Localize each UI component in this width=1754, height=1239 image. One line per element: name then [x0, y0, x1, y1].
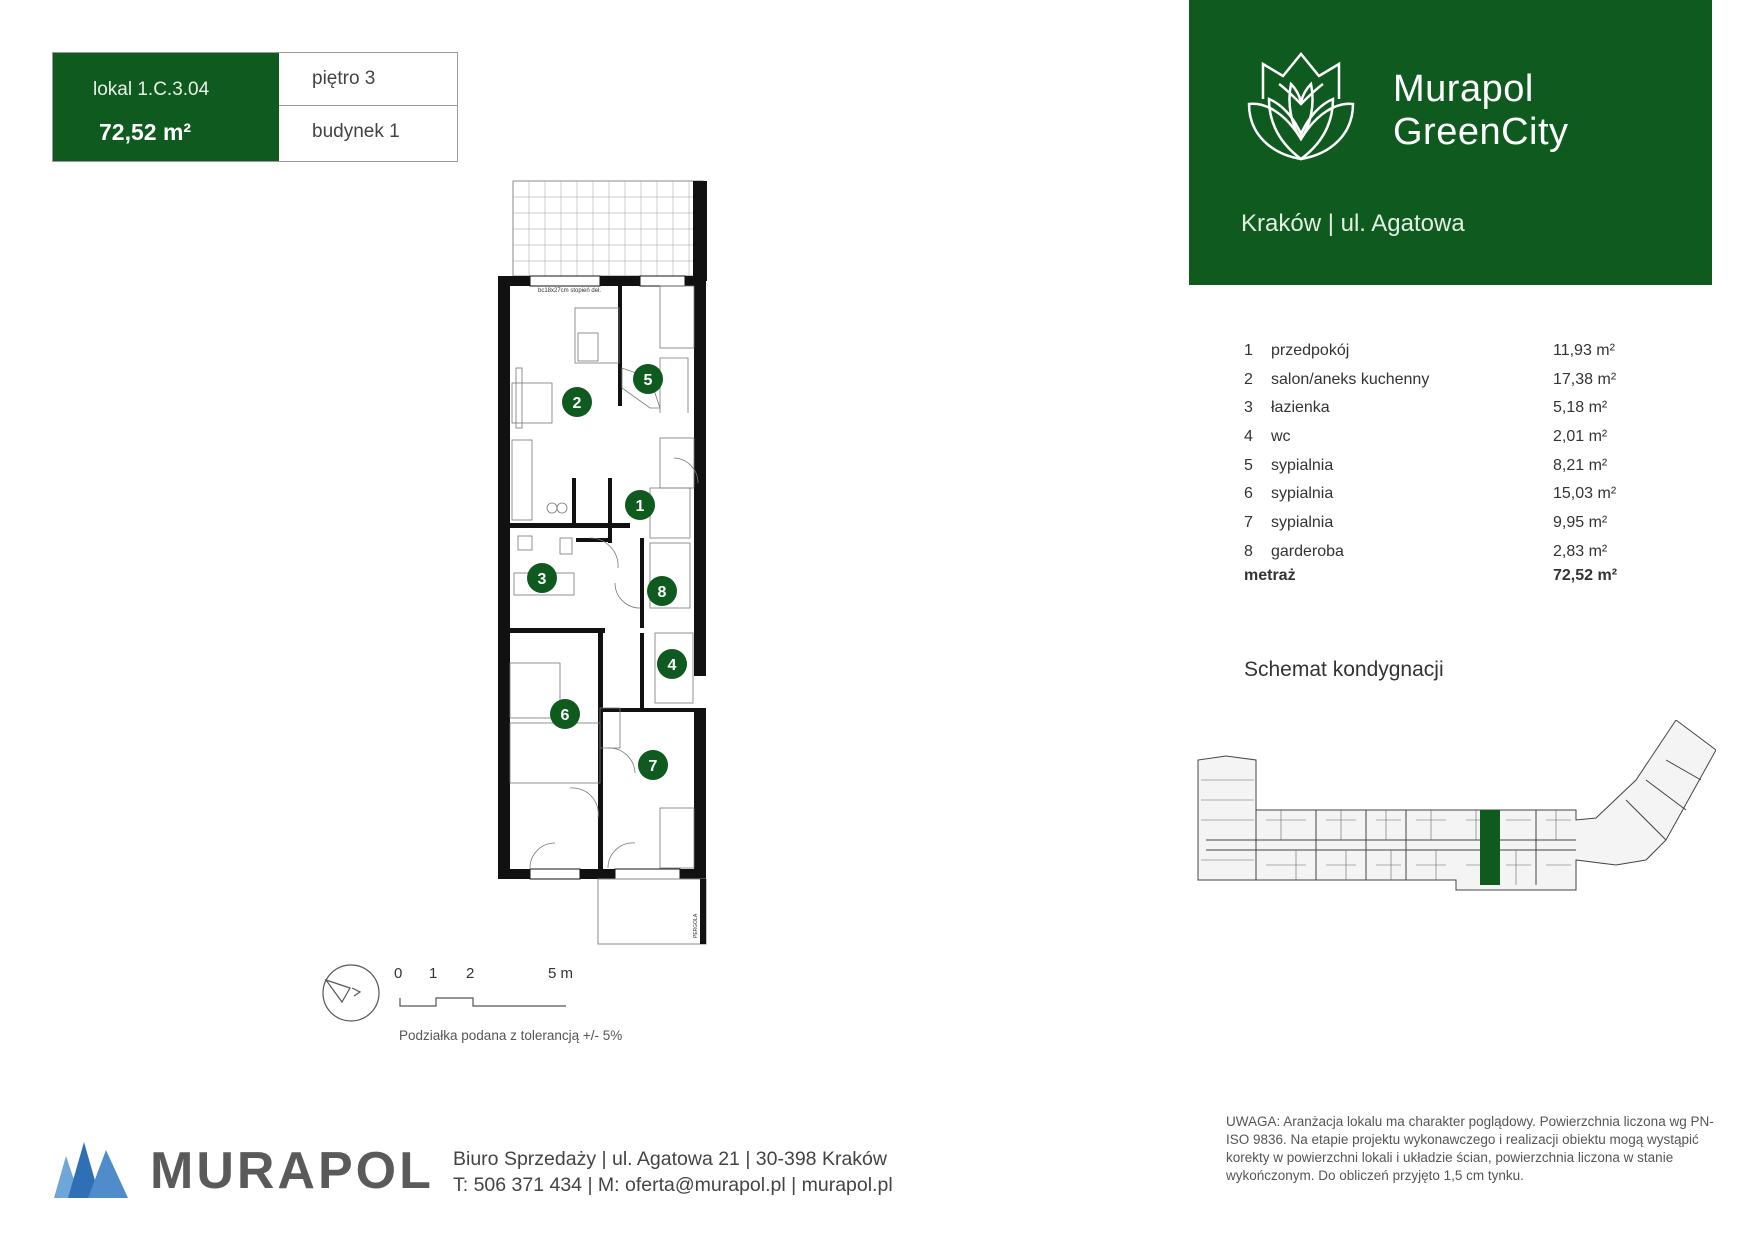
footer-brand: MURAPOL: [150, 1142, 434, 1200]
room-num: 5: [1244, 456, 1253, 474]
unit-floor: piętro 3: [279, 53, 457, 106]
room-row: [1244, 342, 1644, 371]
room-area: 8,21 m²: [1553, 456, 1608, 474]
room-marker-7: [638, 750, 668, 780]
room-rows: [1244, 342, 1644, 572]
room-table: [1244, 342, 1644, 591]
room-area: 17,38 m²: [1553, 370, 1617, 388]
total-row: [1244, 567, 1644, 591]
pergola-label: PERGOLA: [693, 913, 699, 938]
brand-title: [1393, 68, 1569, 154]
svg-text:7: 7: [648, 758, 658, 775]
svg-text:4: 4: [667, 657, 677, 674]
room-marker-4: [657, 649, 687, 679]
svg-text:6: 6: [560, 707, 570, 724]
unit-code: lokal 1.C.3.04: [93, 79, 210, 100]
svg-text:8: 8: [657, 584, 667, 601]
unit-info-block: [52, 52, 458, 162]
room-marker-1: [625, 490, 655, 520]
scale-label-1: 1: [429, 965, 438, 982]
unit-location: [279, 53, 457, 161]
room-marker-8: [647, 576, 677, 606]
room-name: sypialnia: [1271, 514, 1334, 532]
brand-panel: [1189, 0, 1712, 285]
room-num: 6: [1244, 485, 1253, 503]
brand-location: Kraków | ul. Agatowa: [1241, 210, 1465, 237]
room-name: przedpokój: [1271, 342, 1350, 359]
svg-text:5: 5: [643, 372, 653, 389]
scale-label-5: 5 m: [548, 965, 574, 982]
unit-building: budynek 1: [312, 121, 400, 142]
room-area: 9,95 m²: [1553, 514, 1608, 532]
room-area: 2,83 m²: [1553, 542, 1608, 560]
total-area: 72,52 m²: [1553, 566, 1618, 584]
murapol-logo-icon: [54, 1142, 128, 1198]
svg-text:3: 3: [537, 571, 547, 588]
room-row: [1244, 428, 1644, 457]
lotus-logo-icon: [1241, 44, 1361, 164]
disclaimer-note: UWAGA: Aranżacja lokalu ma charakter poglądowy. Powierzchnia liczona wg PN-ISO 9836. Na etapie projektu wykonawczego i realizacji obiektu mogą wystąpić korekty w powierzchni lokali i układzie ścian, powierzchnia liczona w stanie wykończonym. Do obliczeń przyjęto 1,5 cm tynku.: [1226, 1114, 1714, 1183]
room-row: [1244, 371, 1644, 400]
scale-bar: [318, 960, 618, 1030]
room-name: sypialnia: [1271, 456, 1334, 474]
room-num: 8: [1244, 542, 1253, 560]
room-row: [1244, 399, 1644, 428]
room-marker-6: [550, 699, 580, 729]
room-row: [1244, 485, 1644, 514]
footer-contact: [453, 1146, 893, 1198]
room-area: 15,03 m²: [1553, 485, 1617, 503]
room-num: 3: [1244, 399, 1253, 417]
room-row: [1244, 457, 1644, 486]
svg-text:1: 1: [635, 498, 645, 515]
room-marker-5: [633, 364, 663, 394]
unit-area: 72,52 m²: [99, 119, 192, 145]
floor-schema: [1196, 720, 1716, 905]
room-markers: [527, 364, 687, 780]
unit-highlight: [1480, 810, 1500, 885]
stair-note: bc18x27cm stopień del.: [538, 288, 602, 294]
room-num: 2: [1244, 370, 1253, 388]
room-name: sypialnia: [1271, 485, 1334, 503]
room-num: 7: [1244, 514, 1253, 532]
room-name: łazienka: [1271, 399, 1330, 417]
brand-title-line1: Murapol: [1393, 68, 1534, 110]
room-marker-3: [527, 563, 557, 593]
floor-plan: [490, 178, 740, 948]
svg-text:2: 2: [572, 395, 582, 412]
footer-phone-email[interactable]: T: 506 371 434 | M: oferta@murapol.pl | murapol.pl: [453, 1174, 893, 1196]
room-num: 4: [1244, 428, 1253, 446]
balcony-top: [513, 181, 707, 281]
room-name: salon/aneks kuchenny: [1271, 370, 1430, 388]
brand-title-line2: GreenCity: [1393, 111, 1569, 153]
unit-summary: [53, 53, 279, 161]
scale-note: Podziałka podana z tolerancją +/- 5%: [399, 1028, 623, 1043]
room-marker-2: [562, 387, 592, 417]
footer-address: Biuro Sprzedaży | ul. Agatowa 21 | 30-398 Kraków: [453, 1148, 887, 1170]
room-area: 11,93 m²: [1553, 342, 1615, 359]
room-num: 1: [1244, 342, 1253, 359]
room-row: [1244, 514, 1644, 543]
scale-label-2: 2: [466, 965, 475, 982]
room-name: garderoba: [1271, 542, 1344, 560]
schema-title: Schemat kondygnacji: [1244, 658, 1444, 681]
room-area: 5,18 m²: [1553, 399, 1608, 417]
total-label: metraż: [1244, 566, 1296, 584]
scale-label-0: 0: [394, 965, 403, 982]
room-name: wc: [1271, 428, 1291, 446]
room-area: 2,01 m²: [1553, 428, 1608, 446]
compass-icon: [323, 965, 379, 1021]
balcony-bottom: [598, 879, 706, 944]
